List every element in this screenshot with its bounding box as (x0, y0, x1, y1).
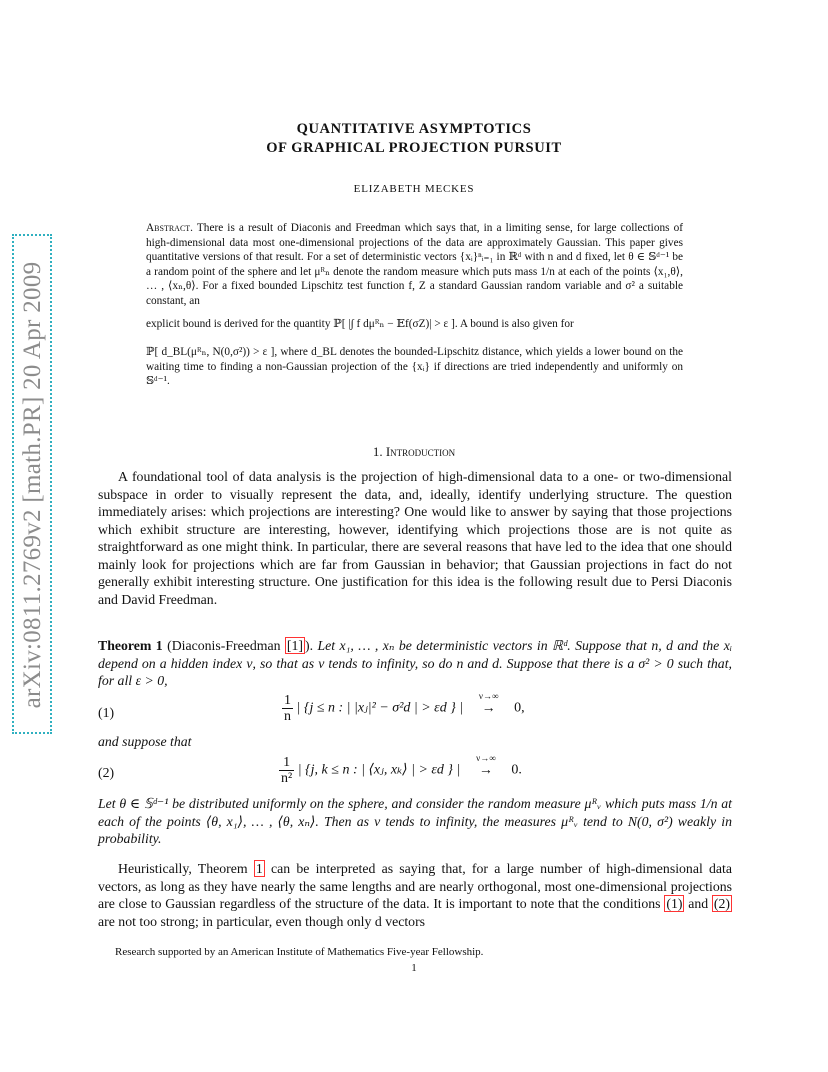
footnote: Research supported by an American Institute of Mathematics Five-year Fellowship. (115, 946, 484, 958)
theorem-attribution: (Diaconis-Freedman (167, 638, 281, 653)
theorem-attribution-end: ). (305, 638, 314, 653)
theorem-ref-link[interactable]: 1 (255, 861, 263, 876)
theorem-1 (98, 637, 732, 690)
theorem-label: Theorem 1 (98, 638, 163, 653)
arxiv-stamp (4, 228, 64, 742)
theorem-statement: Let x₁, … , xₙ be deterministic vectors in ℝᵈ. Suppose that n, d and the xᵢ depend on a hidden index ν, so that as ν tends to infinity, so do n and d. Suppose that there is a σ² > 0 such that, for all ε > 0, (98, 638, 733, 688)
heuristic-paragraph: Heuristically, Theorem 1 can be interpreted as saying that, for a large number of high-dimensional data vectors, as long as they have nearly the same lengths and are nearly orthogonal, most one-dimensional projections are close to Gaussian regardless of the structure of the data. It is important to note that the conditions (1) and (2) are not too strong; in particular, even though only d vectors (98, 861, 732, 929)
equation-2-number: (2) (98, 765, 115, 780)
equation-2-arrow: ν→∞ → (476, 752, 496, 778)
theorem-conclusion: Let θ ∈ 𝕊ᵈ⁻¹ be distributed uniformly on the sphere, and consider the random measure μᴿᵥ which puts mass 1/n at each of the points ⟨θ, x₁⟩, … , ⟨θ, xₙ⟩. Then as ν tends to infinity, the measures μᴿᵥ tend to N(0, σ²) weakly in probability. (98, 796, 732, 846)
citation-link-1[interactable]: [1] (286, 638, 303, 653)
abstract-text-3: ℙ[ d_BL(μᴿₙ, N(0,σ²)) > ε ], where d_BL denotes the bounded-Lipschitz distance, which yields a lower bound on the waiting time to finding a non-Gaussian projection of the {xᵢ} if directions are tried independently and uniformly on 𝕊ᵈ⁻¹. (146, 346, 683, 388)
section-heading: 1. Introduction (372, 444, 456, 459)
equation-1-number: (1) (98, 705, 115, 720)
abstract (146, 221, 683, 309)
intro-paragraph: A foundational tool of data analysis is the projection of high-dimensional data to a one- or two-dimensional subspace in order to visually represent the data, and, ideally, identify underlying structure. The question immediately arises: which projections are interesting? One would like to answer by saying that those projections which exhibit structure are interesting, however, identifying which projections those are is not quite as straightforward as one might think. In particular, there are several reasons that have led to the idea that one should mainly look for projections which are far from Gaussian in behavior; that Gaussian projections in fact do not generally exhibit interesting structure. One justification for this idea is the following result due to Persi Diaconis and David Freedman. (98, 469, 732, 607)
paper-title-line-1: QUANTITATIVE ASYMPTOTICS (296, 121, 532, 137)
equation-2-fraction: $\frac{1}{\text{n²}}$ (281, 755, 293, 786)
and-suppose-text: and suppose that (98, 734, 192, 749)
equation-2 (279, 752, 522, 786)
equation-1-arrow: ν→∞ → (478, 690, 499, 716)
equation-1-ref-link[interactable]: (1) (666, 896, 683, 911)
abstract-text-1: There is a result of Diaconis and Freedman which says that, in a limiting sense, for large collections of high-dimensional data most one-dimensional projections of the data are approximately Gaussian. This paper gives quantitative versions of that result. For a set of deterministic vectors {xᵢ}ⁿᵢ₌₁ in ℝᵈ with n and d fixed, let θ ∈ 𝕊ᵈ⁻¹ be a random point of the sphere and let μᴿₙ denote the random measure which puts mass 1/n at each of the points ⟨x₁,θ⟩, … , ⟨xₙ,θ⟩. For a fixed bounded Lipschitz test function f, Z a standard Gaussian random variable and σ² a suitable constant, an (146, 222, 684, 307)
equation-1-body: | {j ≤ n : | |xⱼ|² − σ²d | > εd } | (296, 700, 464, 716)
equation-2-body: | {j, k ≤ n : | ⟨xⱼ, xₖ⟩ | > εd } | (297, 762, 461, 778)
abstract-label: Abstract. (146, 222, 193, 234)
equation-1-fraction: $\frac{1}{n}$ (284, 693, 291, 724)
abstract-line-bound: explicit bound is derived for the quantity ℙ[ |∫ f dμᴿₙ − 𝔼f(σZ)| > ε ]. A bound is also given for (146, 318, 574, 330)
equation-1 (282, 690, 525, 724)
paper-title-line-2: OF GRAPHICAL PROJECTION PURSUIT (266, 140, 562, 156)
equation-1-tail: 0, (514, 700, 525, 716)
equation-2-tail: 0. (511, 762, 522, 778)
equation-2-ref-link[interactable]: (2) (713, 896, 731, 911)
page-number: 1 (411, 962, 417, 974)
arxiv-identifier: arXiv:0811.2769v2 [math.PR] 20 Apr 2009 (19, 261, 46, 709)
author-name: ELIZABETH MECKES (353, 183, 475, 195)
